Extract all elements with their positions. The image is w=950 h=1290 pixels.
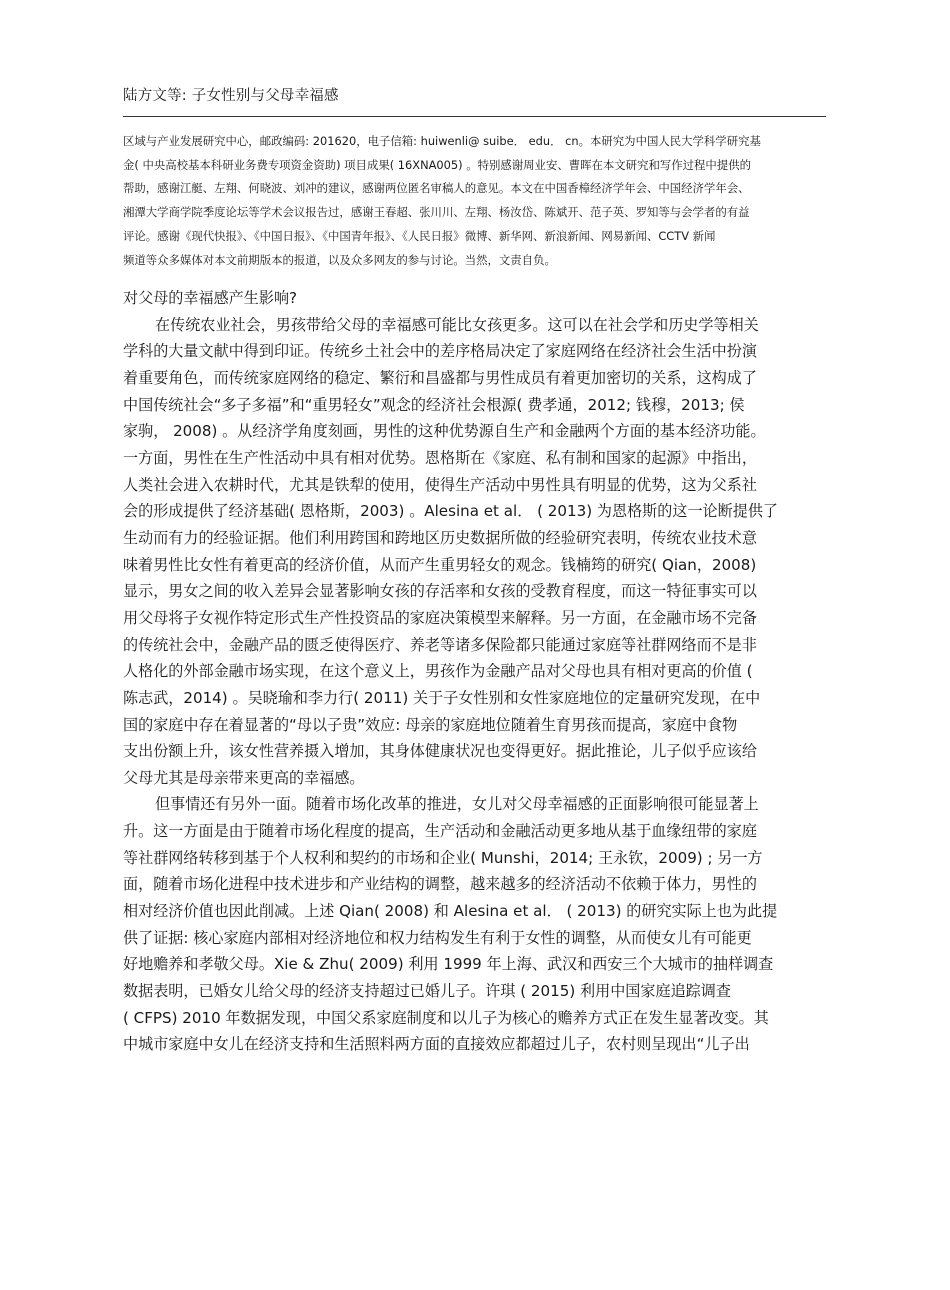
body-line: 供了证据: 核心家庭内部相对经济地位和权力结构发生有利于女性的调整，从而使女儿有可能更 — [123, 928, 752, 947]
body-line: 陈志武，2014) 。吴晓瑜和李力行( 2011) 关于子女性别和女性家庭地位的定量研究发现，在中 — [123, 688, 761, 707]
footnote-line: 评论。感谢《现代快报》、《中国日报》、《中国青年报》、《人民日报》微博、新华网、新浪新闻、网易新闻、CCTV 新闻 — [123, 228, 716, 243]
footnote-line: 频道等众多媒体对本文前期版本的报道，以及众多网友的参与讨论。当然，文责自负。 — [123, 252, 556, 267]
body-line: 用父母将子女视作特定形式生产性投资品的家庭决策模型来解释。另一方面，在金融市场不完备 — [123, 608, 757, 627]
author-footnote — [123, 130, 843, 272]
body-line: ( CFPS) 2010 年数据发现，中国父系家庭制度和以儿子为核心的赡养方式正在发生显著改变。其 — [123, 1008, 769, 1027]
body-line: 父母尤其是母亲带来更高的幸福感。 — [123, 768, 365, 787]
body-line: 的传统社会中，金融产品的匮乏使得医疗、养老等诸多保险都只能通过家庭等社群网络而不是非 — [123, 635, 757, 654]
body-line: 国的家庭中存在着显著的“母以子贵”效应: 母亲的家庭地位随着生育男孩而提高，家庭中食物 — [123, 715, 738, 734]
body-line: 对父母的幸福感产生影响? — [123, 289, 298, 307]
footnote-line: 区域与产业发展研究中心，邮政编码: 201620，电子信箱: huiwenli@ suibe． edu． cn。本研究为中国人民大学科学研究基 — [123, 134, 761, 148]
body-line: 相对经济价值也因此削减。上述 Qian( 2008) 和 Alesina et al． ( 2013) 的研究实际上也为此提 — [123, 902, 778, 921]
body-line: 会的形成提供了经济基础( 恩格斯，2003) 。Alesina et al． ( 2013) 为恩格斯的这一论断提供了 — [123, 502, 779, 521]
body-line: 着重要角色，而传统家庭网络的稳定、繁衍和昌盛都与男性成员有着更加密切的关系，这构成了 — [123, 368, 757, 387]
body-line: 生动而有力的经验证据。他们利用跨国和跨地区历史数据所做的经验研究表明，传统农业技术意 — [123, 528, 757, 547]
body-line: 一方面，男性在生产性活动中具有相对优势。恩格斯在《家庭、私有制和国家的起源》中指出， — [123, 448, 757, 467]
body-line: 数据表明，已婚女儿给父母的经济支持超过已婚儿子。许琪 ( 2015) 利用中国家庭追踪调查 — [123, 982, 731, 1001]
body-line: 家驹， 2008) 。从经济学角度刻画，男性的这种优势源自生产和金融两个方面的基本经济功能。 — [123, 422, 766, 441]
body-line: 味着男性比女性有着更高的经济价值，从而产生重男轻女的观念。钱楠筠的研究( Qian，2008) — [123, 555, 757, 574]
body-line: 中国传统社会“多子多福”和“重男轻女”观念的经济社会根源( 费孝通，2012; 钱穆，2013; 侯 — [123, 395, 745, 414]
running-header: 陆方文等: 子女性别与父母幸福感 — [123, 88, 339, 104]
body-line: 学科的大量文献中得到印证。传统乡土社会中的差序格局决定了家庭网络在经济社会生活中扮演 — [123, 342, 757, 361]
header-rule — [123, 116, 826, 117]
body-line: 显示，男女之间的收入差异会显著影响女孩的存活率和女孩的受教育程度，而这一特征事实可以 — [123, 582, 757, 601]
body-line: 升。这一方面是由于随着市场化程度的提高，生产活动和金融活动更多地从基于血缘纽带的家庭 — [123, 822, 757, 841]
body-line: 等社群网络转移到基于个人权利和契约的市场和企业( Munshi，2014; 王永钦，2009) ; 另一方 — [123, 848, 763, 867]
body-line: 面，随着市场化进程中技术进步和产业结构的调整，越来越多的经济活动不依赖于体力，男性的 — [123, 875, 757, 894]
body-line: 支出份额上升，该女性营养摄入增加，其身体健康状况也变得更好。据此推论，儿子似乎应该给 — [123, 742, 757, 761]
body-line: 中城市家庭中女儿在经济支持和生活照料两方面的直接效应都超过儿子，农村则呈现出“儿子出 — [123, 1035, 750, 1054]
body-text — [123, 285, 843, 1058]
footnote-line: 湘潭大学商学院季度论坛等学术会议报告过，感谢王春超、张川川、左翔、杨汝岱、陈斌开、范子英、罗知等与会学者的有益 — [123, 205, 750, 220]
paragraph-start-line: 但事情还有另外一面。随着市场化改革的推进，女儿对父母幸福感的正面影响很可能显著上 — [155, 795, 759, 814]
footnote-line: 金( 中央高校基本科研业务费专项资金资助) 项目成果( 16XNA005) 。特别感谢周业安、曹晖在本文研究和写作过程中提供的 — [123, 157, 751, 172]
footnote-line: 帮助，感谢江艇、左翔、何晓波、刘冲的建议，感谢两位匿名审稿人的意见。本文在中国香樟经济学年会、中国经济学年会、 — [123, 181, 750, 196]
body-line: 人类社会进入农耕时代，尤其是铁犁的使用，使得生产活动中男性具有明显的优势，这为父系社 — [123, 475, 757, 494]
paragraph-start-line: 在传统农业社会，男孩带给父母的幸福感可能比女孩更多。这可以在社会学和历史学等相关 — [155, 315, 759, 334]
body-line: 好地赡养和孝敬父母。Xie & Zhu( 2009) 利用 1999 年上海、武汉和西安三个大城市的抽样调查 — [123, 955, 774, 974]
body-line: 人格化的外部金融市场实现，在这个意义上，男孩作为金融产品对父母也具有相对更高的价值 ( — [123, 662, 753, 681]
